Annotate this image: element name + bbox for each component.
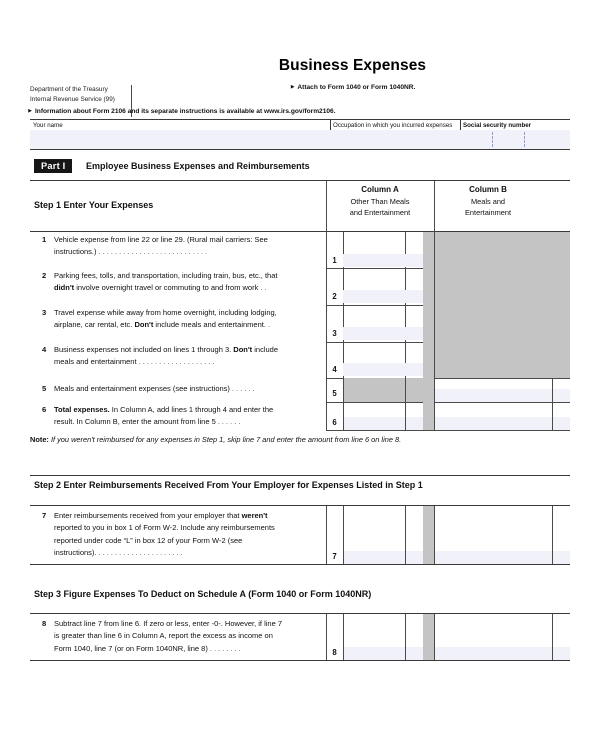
line-4-column-a-dollars[interactable] bbox=[343, 363, 405, 376]
row-rule bbox=[326, 430, 570, 431]
line-6-number: 6 bbox=[42, 405, 47, 414]
line-1-text: 1 Vehicle expense from line 22 or line 29. (Rural mail carriers: See instructions.) ........................... bbox=[42, 235, 268, 257]
line-2-column-a-cents[interactable] bbox=[405, 290, 423, 303]
line-8-column-a-cents[interactable] bbox=[405, 647, 423, 660]
step-1-label: Step 1 Enter Your Expenses bbox=[34, 200, 154, 210]
step-2-label: Step 2 Enter Reimbursements Received From Your Employer for Expenses Listed in Step 1 bbox=[34, 480, 423, 490]
line-1-number: 1 bbox=[42, 235, 47, 244]
right-triangle-icon: ► bbox=[27, 107, 34, 115]
form-header bbox=[27, 55, 570, 117]
column-b-title: Column B bbox=[469, 185, 507, 194]
table-row bbox=[30, 342, 570, 378]
occupation-input[interactable] bbox=[330, 130, 460, 149]
line-3-box-number: 3 bbox=[332, 329, 337, 338]
line-2-column-a-dollars[interactable] bbox=[343, 290, 405, 303]
line-7-column-b-cents[interactable] bbox=[552, 551, 570, 564]
line-1-column-a-cents[interactable] bbox=[405, 254, 423, 267]
line-number-rule bbox=[343, 402, 344, 430]
cents-rule bbox=[405, 378, 406, 402]
column-rule bbox=[434, 614, 435, 660]
line-8-column-b-cents[interactable] bbox=[552, 647, 570, 660]
cents-rule bbox=[552, 378, 553, 402]
line-6-box-number: 6 bbox=[332, 418, 337, 427]
line-8-number: 8 bbox=[42, 619, 47, 628]
line-number-rule bbox=[343, 378, 344, 402]
line-7-column-a-dollars[interactable] bbox=[343, 551, 405, 564]
column-rule bbox=[434, 506, 435, 564]
attach-instruction-text: Attach to Form 1040 or Form 1040NR. bbox=[297, 84, 416, 91]
line-8-column-a-dollars[interactable] bbox=[343, 647, 405, 660]
cents-rule bbox=[552, 614, 553, 660]
your-name-input[interactable] bbox=[30, 130, 330, 149]
column-divider-blocked bbox=[423, 506, 434, 564]
line-2-text: 2 Parking fees, tolls, and transportation, including train, bus, etc., that didn't involve overnight travel or commuting to and from work .. bbox=[42, 271, 278, 293]
right-triangle-icon: ► bbox=[289, 83, 296, 91]
your-name-label: Your name bbox=[33, 122, 63, 129]
line-3-column-a-cents[interactable] bbox=[405, 327, 423, 340]
step-1-note bbox=[30, 434, 570, 445]
line-3-text: 3 Travel expense while away from home overnight, including lodging, airplane, car rental, etc. Don't include meals and entertainment. . bbox=[42, 308, 277, 330]
ssn-label: Social security number bbox=[463, 122, 532, 129]
step-1-header bbox=[30, 180, 570, 232]
line-6-column-b-dollars[interactable] bbox=[434, 417, 552, 430]
column-b-sub-2: Entertainment bbox=[464, 207, 511, 217]
note-text: If you weren't reimbursed for any expenses in Step 1, skip line 7 and enter the amount from line 6 on line 8. bbox=[50, 435, 402, 444]
step-2-header bbox=[30, 475, 570, 495]
column-b-header bbox=[434, 184, 542, 218]
ssn-cell bbox=[460, 120, 570, 149]
line-6-text: 6 Total expenses. In Column A, add lines 1 through 4 and enter the result. In Column B, enter the amount from line 5 ...... bbox=[42, 405, 274, 427]
line-5-column-b-cents[interactable] bbox=[552, 389, 570, 402]
identity-row bbox=[30, 119, 570, 150]
cents-rule bbox=[552, 402, 553, 430]
column-divider-blocked bbox=[423, 402, 434, 430]
column-a-header bbox=[326, 184, 434, 218]
cents-rule bbox=[552, 506, 553, 564]
part-1-title: Employee Business Expenses and Reimbursements bbox=[86, 161, 310, 171]
step-3-row bbox=[30, 613, 570, 661]
title-block bbox=[135, 55, 570, 93]
line-2-box-number: 2 bbox=[332, 292, 337, 301]
line-4-number: 4 bbox=[42, 345, 47, 354]
cents-rule bbox=[405, 614, 406, 660]
line-5-column-b-dollars[interactable] bbox=[434, 389, 552, 402]
line-5-box-number: 5 bbox=[332, 389, 337, 398]
line-7-number: 7 bbox=[42, 511, 47, 520]
ssn-divider bbox=[492, 132, 493, 147]
line-7-column-b-dollars[interactable] bbox=[434, 551, 552, 564]
page-title: Business Expenses bbox=[278, 57, 427, 74]
table-row bbox=[30, 402, 570, 430]
column-b-sub-1: Meals and bbox=[470, 196, 506, 206]
column-a-sub-2: and Entertainment bbox=[349, 207, 411, 217]
column-rule bbox=[434, 378, 435, 402]
line-8-text: 8 Subtract line 7 from line 6. If zero or less, enter -0-. However, if line 7 is greater than line 6 in Column A, report the excess as income on Form 1040, line 7 (or on Form 1040NR, line 8) ........ bbox=[42, 619, 283, 653]
table-row bbox=[30, 378, 570, 402]
note-label: Note: bbox=[30, 435, 49, 444]
info-instruction bbox=[27, 107, 472, 117]
column-a-sub-1: Other Than Meals bbox=[350, 196, 410, 206]
line-7-column-a-cents[interactable] bbox=[405, 551, 423, 564]
line-5-number: 5 bbox=[42, 384, 47, 393]
line-8-box-number: 8 bbox=[332, 648, 337, 657]
line-1-box-number: 1 bbox=[332, 256, 337, 265]
line-3-column-a-dollars[interactable] bbox=[343, 327, 405, 340]
your-name-cell bbox=[30, 120, 330, 149]
agency-line-1: Department of the Treasury bbox=[30, 86, 108, 93]
line-8-column-b-dollars[interactable] bbox=[434, 647, 552, 660]
line-5-column-a-blocked bbox=[343, 378, 423, 402]
line-6-column-a-dollars[interactable] bbox=[343, 417, 405, 430]
cents-rule bbox=[405, 506, 406, 564]
expense-grid bbox=[30, 232, 570, 430]
step-3-header bbox=[30, 585, 570, 605]
info-instruction-text: Information about Form 2106 and its separate instructions is available at www.irs.gov/form2106. bbox=[34, 108, 336, 115]
line-5-text: 5 Meals and entertainment expenses (see instructions) ...... bbox=[34, 383, 326, 395]
column-rule bbox=[434, 402, 435, 430]
step-3-label: Step 3 Figure Expenses To Deduct on Schedule A (Form 1040 or Form 1040NR) bbox=[34, 589, 372, 599]
agency-line-2: Internal Revenue Service (99) bbox=[30, 95, 115, 103]
line-1-column-a-dollars[interactable] bbox=[343, 254, 405, 267]
line-2-number: 2 bbox=[42, 271, 47, 280]
ssn-input[interactable] bbox=[460, 130, 570, 149]
line-4-text: 4 Business expenses not included on lines 1 through 3. Don't include meals and entertainment ................... bbox=[42, 345, 279, 367]
step-2-row bbox=[30, 505, 570, 565]
line-number-rule bbox=[343, 506, 344, 564]
part-1-bar bbox=[30, 159, 570, 176]
occupation-label: Occupation in which you incurred expenses bbox=[333, 122, 453, 129]
table-row bbox=[30, 305, 570, 342]
table-row bbox=[30, 268, 570, 305]
column-divider-blocked bbox=[423, 378, 434, 402]
column-a-title: Column A bbox=[361, 185, 399, 194]
column-divider-blocked bbox=[423, 614, 434, 660]
agency-block bbox=[30, 85, 126, 104]
line-4-column-a-cents[interactable] bbox=[405, 363, 423, 376]
line-7-text: 7 Enter reimbursements received from your employer that weren't reported to you in box 1 of Form W-2. Include any reimbursements reported under code “L” in box 12 of your Form W-2 (see instructions). ..................... bbox=[42, 511, 275, 558]
line-6-column-b-cents[interactable] bbox=[552, 417, 570, 430]
line-6-column-a-cents[interactable] bbox=[405, 417, 423, 430]
line-number-rule bbox=[343, 614, 344, 660]
line-4-box-number: 4 bbox=[332, 365, 337, 374]
attach-instruction bbox=[135, 83, 570, 93]
occupation-cell bbox=[330, 120, 460, 149]
table-row bbox=[30, 232, 570, 268]
line-7-box-number: 7 bbox=[332, 552, 337, 561]
cents-rule bbox=[405, 402, 406, 430]
part-1-chip: Part I bbox=[34, 159, 72, 173]
ssn-divider bbox=[524, 132, 525, 147]
line-3-number: 3 bbox=[42, 308, 47, 317]
